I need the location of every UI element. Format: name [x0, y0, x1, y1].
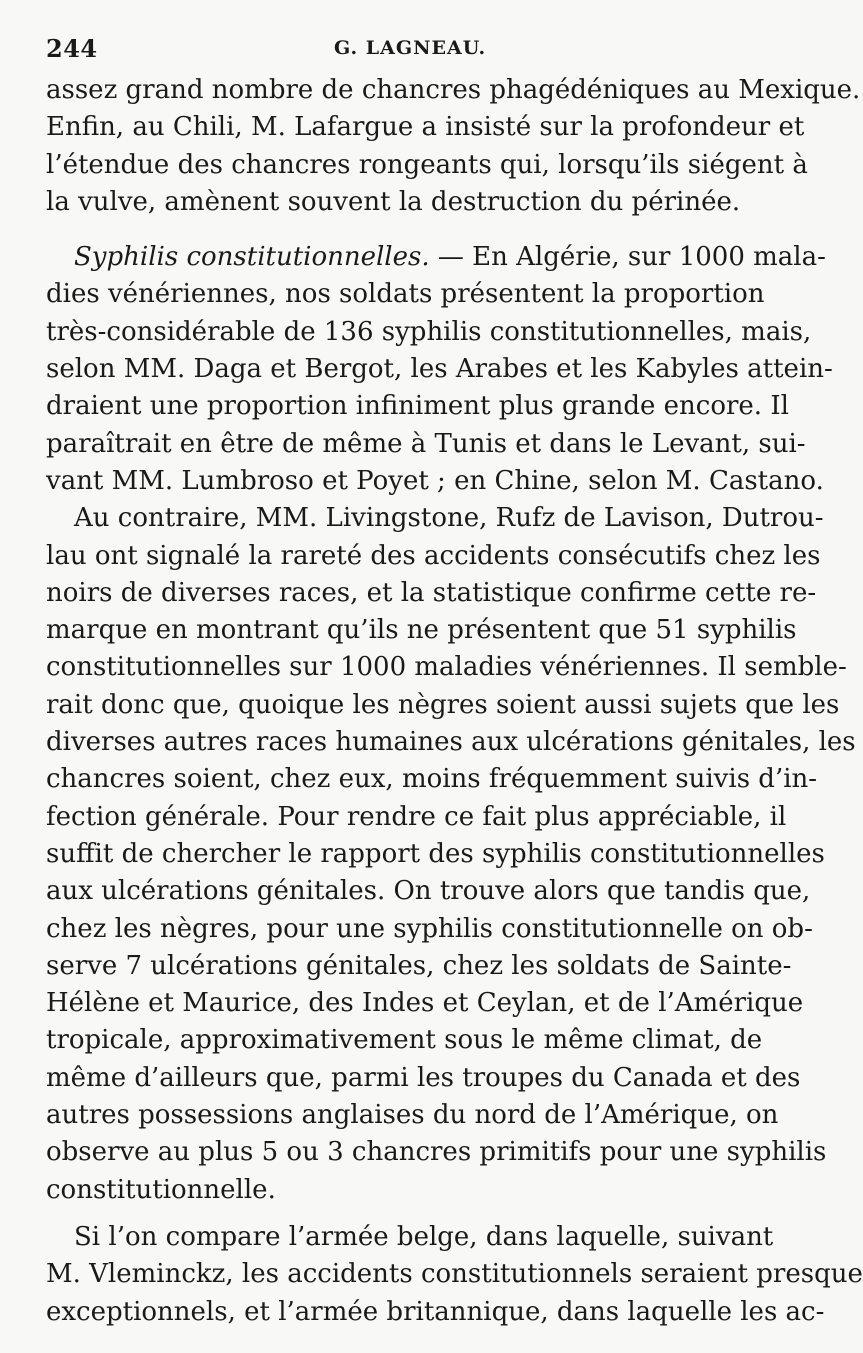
- text-line: diverses autres races humaines aux ulcérations génitales, les: [46, 727, 856, 758]
- text-line: l’étendue des chancres rongeants qui, lorsqu’ils siégent à: [46, 149, 808, 180]
- text-line: draient une proportion infiniment plus grande encore. Il: [46, 391, 789, 422]
- text-line: chez les nègres, pour une syphilis constitutionnelle on ob-: [46, 913, 813, 944]
- section-first-line-text: — En Algérie, sur 1000 mala-: [429, 242, 826, 273]
- text-line: Hélène et Maurice, des Indes et Ceylan, et de l’Amérique: [46, 988, 804, 1019]
- text-line: exceptionnels, et l’armée britannique, dans laquelle les ac-: [46, 1296, 825, 1327]
- text-line: rait donc que, quoique les nègres soient aussi sujets que les: [46, 689, 840, 720]
- text-line: selon MM. Daga et Bergot, les Arabes et les Kabyles attein-: [46, 354, 833, 385]
- text-line: assez grand nombre de chancres phagédéniques au Mexique.: [46, 75, 861, 105]
- text-line: marque en montrant qu’ils ne présentent que 51 syphilis: [46, 615, 797, 646]
- running-head: G. LAGNEAU.: [334, 37, 487, 59]
- text-line: autres possessions anglaises du nord de l’Amérique, on: [46, 1100, 779, 1131]
- body-text: [46, 72, 863, 1331]
- text-line: fection générale. Pour rendre ce fait plus appréciable, il: [46, 801, 787, 832]
- text-line: vant MM. Lumbroso et Poyet ; en Chine, selon M. Castano.: [46, 465, 824, 496]
- text-line: lau ont signalé la rareté des accidents consécutifs chez les: [46, 540, 821, 571]
- text-line: Si l’on compare l’armée belge, dans laquelle, suivant: [74, 1221, 774, 1252]
- text-line: aux ulcérations génitales. On trouve alors que tandis que,: [46, 876, 811, 907]
- text-line: la vulve, amènent souvent la destruction du périnée.: [46, 186, 741, 217]
- text-line: paraîtrait en être de même à Tunis et dans le Levant, sui-: [46, 428, 806, 459]
- text-line: tropicale, approximativement sous le même climat, de: [46, 1025, 763, 1056]
- text-line: observe au plus 5 ou 3 chancres primitifs pour une syphilis: [46, 1137, 827, 1168]
- section-heading: Syphilis constitutionnelles.: [74, 242, 430, 273]
- text-line: Enfin, au Chili, M. Lafargue a insisté sur la profondeur et: [46, 112, 805, 143]
- page-number: 244: [46, 34, 98, 63]
- text-line: suffit de chercher le rapport des syphilis constitutionnelles: [46, 838, 825, 869]
- text-line: dies vénériennes, nos soldats présentent la proportion: [46, 279, 765, 310]
- section-first-line: [46, 239, 826, 276]
- page-header: [46, 34, 746, 70]
- text-line: constitutionnelle.: [46, 1174, 276, 1205]
- text-line: Au contraire, MM. Livingstone, Rufz de Lavison, Dutrou-: [74, 503, 824, 534]
- text-line: constitutionnelles sur 1000 maladies vénériennes. Il semble-: [46, 652, 847, 683]
- text-line: même d’ailleurs que, parmi les troupes du Canada et des: [46, 1062, 801, 1093]
- text-line: très-considérable de 136 syphilis constitutionnelles, mais,: [46, 316, 812, 347]
- text-line: chancres soient, chez eux, moins fréquemment suivis d’in-: [46, 764, 818, 795]
- text-line: serve 7 ulcérations génitales, chez les soldats de Sainte-: [46, 950, 792, 981]
- text-line: M. Vleminckz, les accidents constitutionnels seraient presque: [46, 1259, 863, 1290]
- text-line: noirs de diverses races, et la statistique confirme cette re-: [46, 577, 817, 608]
